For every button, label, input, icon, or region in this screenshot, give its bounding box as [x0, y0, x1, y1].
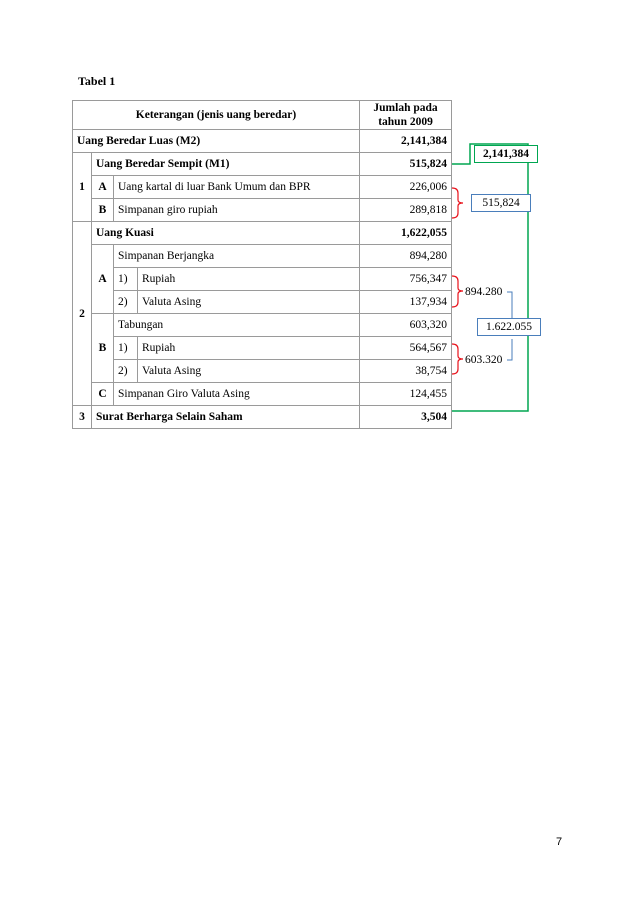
row-value: 38,754	[360, 360, 452, 383]
row-index: 1)	[114, 337, 138, 360]
row-value: 226,006	[360, 176, 452, 199]
row-label: Simpanan Berjangka	[114, 245, 360, 268]
red-brace-m1	[452, 188, 463, 218]
row-value: 289,818	[360, 199, 452, 222]
page-number: 7	[556, 836, 563, 848]
row-label: Simpanan giro rupiah	[114, 199, 360, 222]
green-bracket-line	[452, 144, 528, 411]
row-letter: C	[92, 383, 114, 406]
m1-sum-box: 515,824	[471, 194, 531, 212]
header-desc: Keterangan (jenis uang beredar)	[73, 101, 360, 130]
row-value: 894,280	[360, 245, 452, 268]
row-label: Rupiah	[138, 337, 360, 360]
row-label: Uang Kuasi	[92, 222, 360, 245]
blue-connector-deposits	[507, 292, 512, 318]
row-value: 124,455	[360, 383, 452, 406]
row-label: Uang Beredar Sempit (M1)	[92, 153, 360, 176]
row-value: 1,622,055	[360, 222, 452, 245]
row-label: Uang Beredar Luas (M2)	[73, 130, 360, 153]
row-number: 1	[73, 153, 92, 222]
row-label: Tabungan	[114, 314, 360, 337]
row-label: Valuta Asing	[138, 360, 360, 383]
row-index: 1)	[114, 268, 138, 291]
kuasi-sum-box: 1.622.055	[477, 318, 541, 336]
row-letter: B	[92, 314, 114, 383]
row-label: Valuta Asing	[138, 291, 360, 314]
row-value: 2,141,384	[360, 130, 452, 153]
savings-sum-label: 603.320	[465, 354, 503, 366]
row-letter: A	[92, 176, 114, 199]
row-value: 564,567	[360, 337, 452, 360]
blue-connector-savings	[507, 339, 512, 360]
row-label: Uang kartal di luar Bank Umum dan BPR	[114, 176, 360, 199]
row-value: 137,934	[360, 291, 452, 314]
row-label: Rupiah	[138, 268, 360, 291]
row-number: 2	[73, 222, 92, 406]
row-index: 2)	[114, 291, 138, 314]
header-amount: Jumlah pada tahun 2009	[360, 101, 452, 130]
row-label: Simpanan Giro Valuta Asing	[114, 383, 360, 406]
row-index: 2)	[114, 360, 138, 383]
row-value: 3,504	[360, 406, 452, 429]
row-letter: B	[92, 199, 114, 222]
row-value: 603,320	[360, 314, 452, 337]
total-box: 2,141,384	[474, 145, 538, 163]
red-brace-deposits	[452, 276, 463, 307]
row-letter: A	[92, 245, 114, 314]
red-brace-savings	[452, 344, 463, 374]
row-label: Surat Berharga Selain Saham	[92, 406, 360, 429]
row-value: 515,824	[360, 153, 452, 176]
row-value: 756,347	[360, 268, 452, 291]
row-number: 3	[73, 406, 92, 429]
deposit-sum-label: 894.280	[465, 286, 503, 298]
table-caption: Tabel 1	[78, 74, 116, 88]
